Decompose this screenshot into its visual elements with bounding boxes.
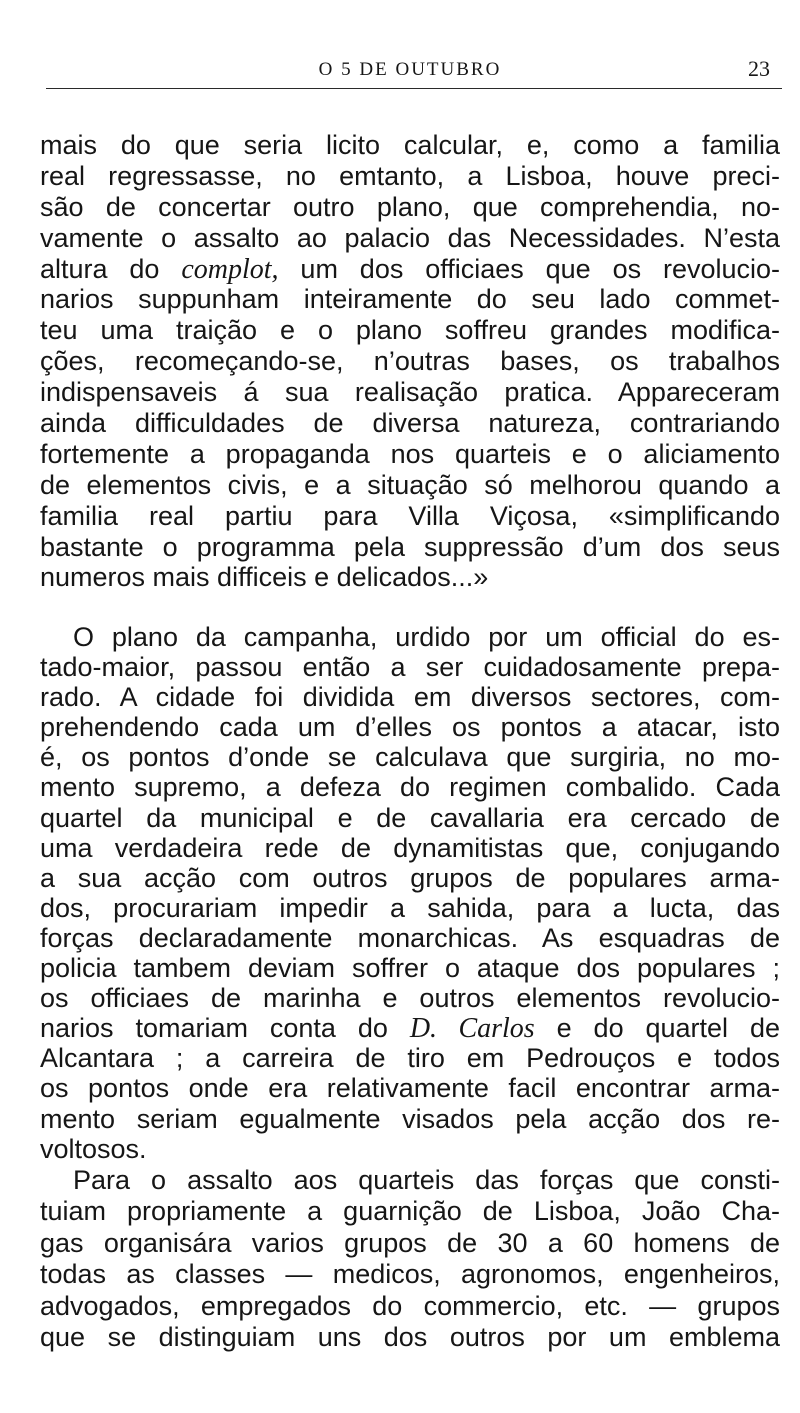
text-line: são de concertar outro plano, que comprehendia, no- bbox=[40, 191, 780, 222]
text-segment: narios tomariam conta do bbox=[40, 1013, 410, 1044]
paragraph bbox=[40, 1165, 780, 1353]
text-segment: um dos officiaes que os revolucio- bbox=[278, 253, 780, 284]
page-number: 23 bbox=[748, 56, 770, 81]
text-line: voltosos. bbox=[40, 1133, 147, 1164]
text-line bbox=[40, 1013, 780, 1043]
emphasis: D. Carlos bbox=[409, 1013, 535, 1044]
running-title: O 5 DE OUTUBRO bbox=[318, 59, 502, 80]
text-line: mento supremo, a defeza do regimen combalido. Cada bbox=[40, 772, 780, 803]
text-line: Alcantara ; a carreira de tiro em Pedrouços e todos bbox=[40, 1043, 780, 1074]
text-line: os officiaes de marinha e outros elementos revolucio- bbox=[40, 983, 780, 1014]
emphasis: complot, bbox=[181, 253, 279, 285]
text-line: vamente o assalto ao palacio das Necessidades. N’esta bbox=[40, 222, 780, 253]
text-line: mais do que seria licito calcular, e, como a familia bbox=[40, 130, 780, 160]
text-line: ainda difficuldades de diversa natureza, contrariando bbox=[40, 408, 780, 439]
paragraph bbox=[40, 130, 780, 593]
text-segment: altura do bbox=[40, 253, 182, 284]
text-line: os pontos onde era relativamente facil encontrar arma- bbox=[40, 1073, 780, 1104]
text-line: real regressasse, no emtanto, a Lisboa, houve preci- bbox=[40, 160, 780, 191]
text-line: prehendendo cada um d’elles os pontos a atacar, isto bbox=[40, 712, 780, 743]
text-line: gas organisára varios grupos de 30 a 60 homens de bbox=[40, 1227, 780, 1258]
text-line: policia tambem deviam soffrer o ataque dos populares ; bbox=[40, 953, 780, 984]
header-rule bbox=[46, 88, 782, 89]
paragraph bbox=[40, 622, 780, 1164]
text-line: familia real partiu para Villa Viçosa, «simplificando bbox=[40, 500, 780, 531]
text-line: todas as classes — medicos, agronomos, engenheiros, bbox=[40, 1259, 780, 1290]
text-line: de elementos civis, e a situação só melhorou quando a bbox=[40, 469, 780, 500]
text-line: narios suppunham inteiramente do seu lado commet- bbox=[40, 284, 780, 315]
text-line: uma verdadeira rede de dynamitistas que, conjugando bbox=[40, 832, 780, 863]
text-line: dos, procurariam impedir a sahida, para a lucta, das bbox=[40, 892, 780, 923]
text-line: O plano da campanha, urdido por um official do es- bbox=[73, 622, 780, 652]
text-line: quartel da municipal e de cavallaria era cercado de bbox=[40, 802, 780, 833]
text-line: bastante o programma pela suppressão d’um dos seus bbox=[40, 531, 780, 562]
text-line: fortemente a propaganda nos quarteis e o aliciamento bbox=[40, 438, 780, 469]
text-line: que se distinguiam uns dos outros por um emblema bbox=[40, 1321, 780, 1352]
text-line: indispensaveis á sua realisação pratica. Appareceram bbox=[40, 377, 780, 408]
text-line: numeros mais difficeis e delicados...» bbox=[40, 562, 489, 593]
text-line: forças declaradamente monarchicas. As esquadras de bbox=[40, 922, 780, 953]
text-line: é, os pontos d’onde se calculava que surgiria, no mo- bbox=[40, 742, 780, 773]
text-line: mento seriam egualmente visados pela acção dos re- bbox=[40, 1103, 780, 1134]
text-line: teu uma traição e o plano soffreu grandes modifica- bbox=[40, 315, 780, 346]
text-line bbox=[40, 254, 780, 285]
text-line: tuiam propriamente a guarnição de Lisboa, João Cha- bbox=[40, 1196, 780, 1227]
text-line: rado. A cidade foi dividida em diversos sectores, com- bbox=[40, 682, 780, 713]
text-line: tado-maior, passou então a ser cuidadosamente prepa- bbox=[40, 652, 780, 683]
text-line: advogados, empregados do commercio, etc. — grupos bbox=[40, 1290, 780, 1321]
text-line: ções, recomeçando-se, n’outras bases, os trabalhos bbox=[40, 346, 780, 377]
text-line: a sua acção com outros grupos de populares arma- bbox=[40, 862, 780, 893]
text-line: Para o assalto aos quarteis das forças que consti- bbox=[73, 1165, 780, 1195]
text-segment: e do quartel de bbox=[534, 1013, 780, 1044]
